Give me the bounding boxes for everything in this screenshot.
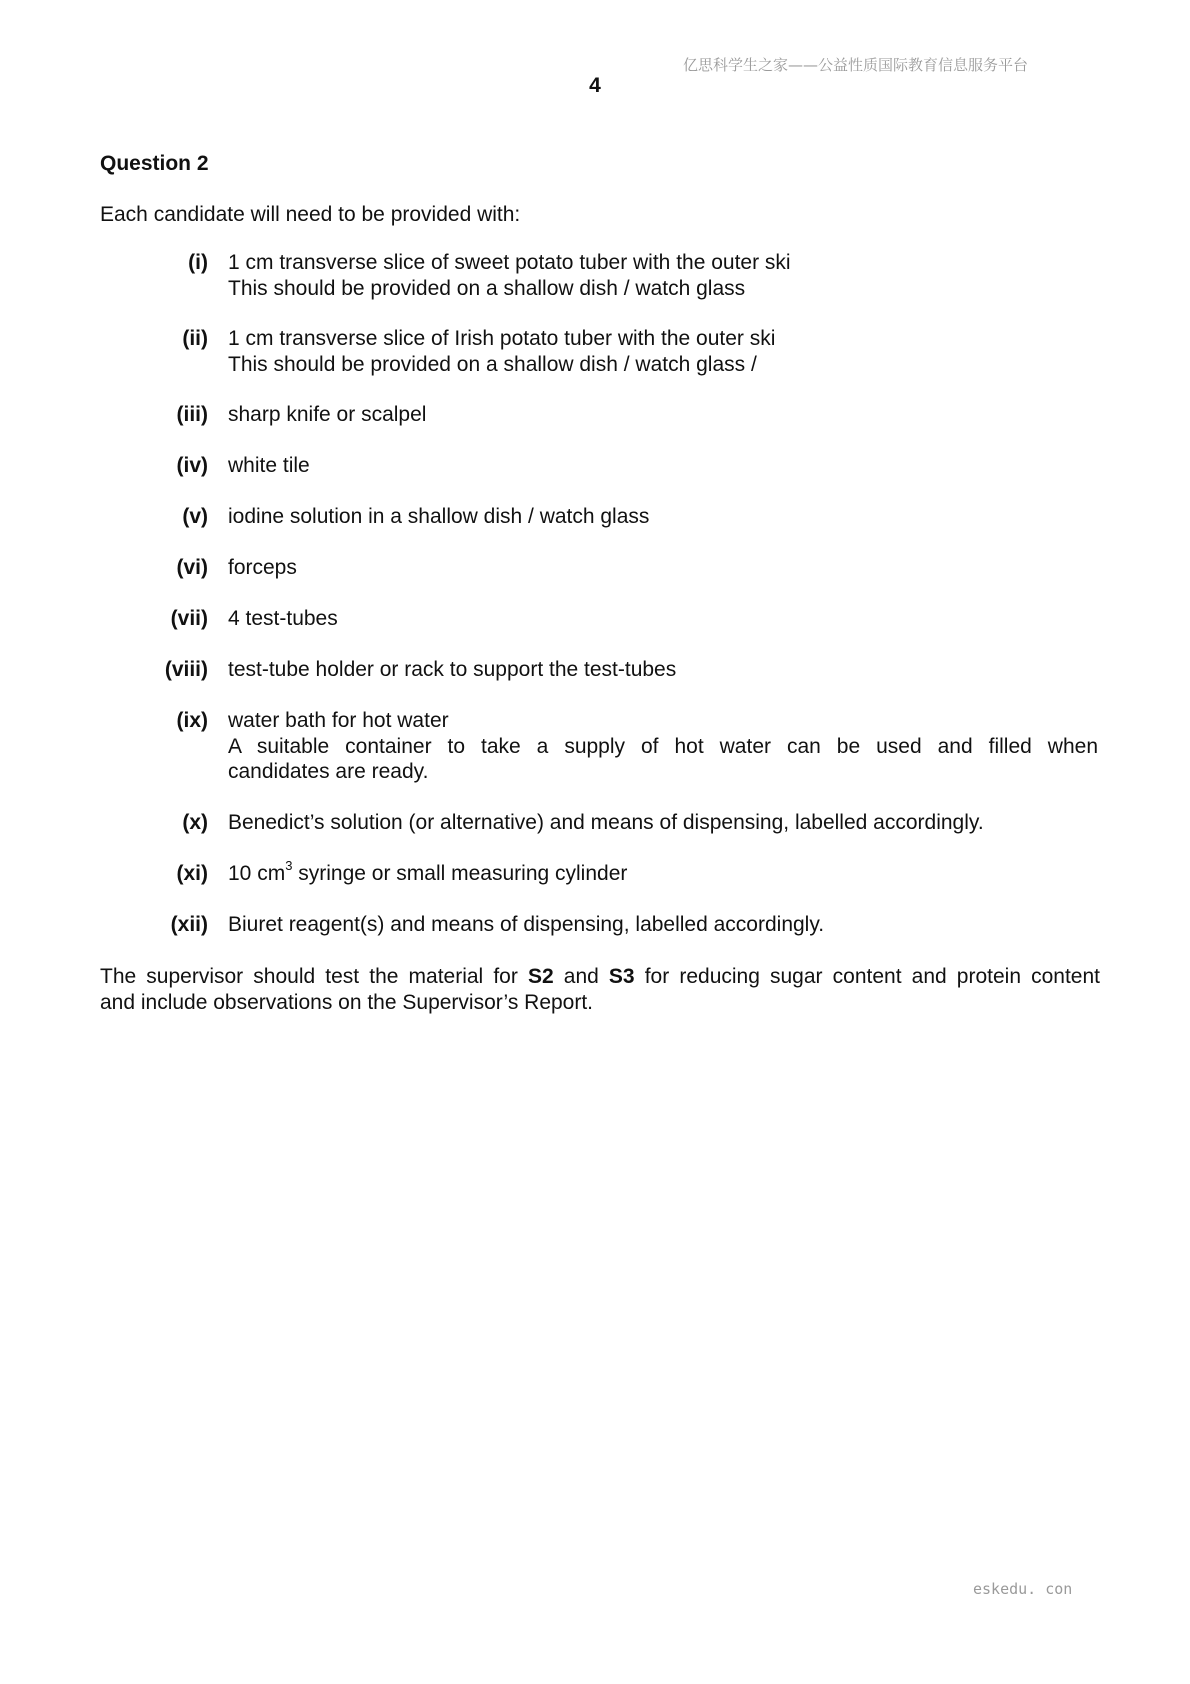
item-text: sharp knife or scalpel	[228, 403, 427, 426]
item-text: forceps	[228, 556, 297, 579]
item-text: 1 cm transverse slice of Irish potato tuber with the outer ski	[228, 327, 776, 350]
sample-label-s3: S3	[608, 965, 635, 988]
page-number: 4	[589, 74, 601, 97]
closing-line: and include observations on the Supervisor’s Report.	[100, 990, 594, 1014]
question-heading: Question 2	[100, 152, 209, 175]
question-intro: Each candidate will need to be provided with:	[100, 203, 521, 226]
item-text: white tile	[228, 454, 310, 477]
item-number: (i)	[188, 251, 208, 274]
closing-text: The supervisor should test the material for	[100, 965, 528, 988]
item-text: iodine solution in a shallow dish / watch glass	[228, 505, 650, 528]
closing-text: and	[553, 965, 609, 988]
footer-site: eskedu. con	[973, 1580, 1073, 1598]
watermark-text: 亿思科学生之家——公益性质国际教育信息服务平台	[683, 56, 1029, 74]
item-text: Biuret reagent(s) and means of dispensing, labelled accordingly.	[228, 913, 825, 936]
closing-line	[100, 964, 1100, 990]
item-number: (viii)	[164, 658, 208, 681]
item-number: (v)	[182, 505, 208, 528]
item-number: (vii)	[170, 607, 208, 630]
item-text: 4 test-tubes	[228, 607, 338, 630]
item-number: (ix)	[176, 709, 208, 732]
item-text-prefix: 10 cm	[228, 862, 286, 885]
item-number: (xii)	[170, 913, 208, 936]
item-text: water bath for hot water	[228, 709, 449, 732]
item-note-continued: candidates are ready.	[228, 760, 429, 783]
closing-paragraph	[100, 964, 1100, 1015]
superscript: 3	[285, 858, 293, 873]
item-text: 1 cm transverse slice of sweet potato tuber with the outer ski	[228, 251, 791, 274]
item-note: A suitable container to take a supply of hot water can be used and filled when	[228, 734, 1098, 758]
item-text	[228, 858, 1098, 887]
item-text: Benedict’s solution (or alternative) and means of dispensing, labelled accordingly.	[228, 811, 984, 834]
item-text-suffix: syringe or small measuring cylinder	[292, 862, 628, 885]
item-number: (ii)	[182, 327, 208, 350]
item-note: This should be provided on a shallow dish / watch glass	[228, 276, 746, 300]
item-number: (x)	[182, 811, 208, 834]
sample-label-s2: S2	[527, 965, 554, 988]
item-text: test-tube holder or rack to support the test-tubes	[228, 658, 677, 681]
closing-text: for reducing sugar content and protein content	[634, 965, 1101, 988]
item-number: (xi)	[176, 862, 208, 885]
item-number: (vi)	[176, 556, 208, 579]
item-number: (iii)	[176, 403, 208, 426]
item-number: (iv)	[176, 454, 208, 477]
item-note: This should be provided on a shallow dish / watch glass /	[228, 352, 757, 376]
